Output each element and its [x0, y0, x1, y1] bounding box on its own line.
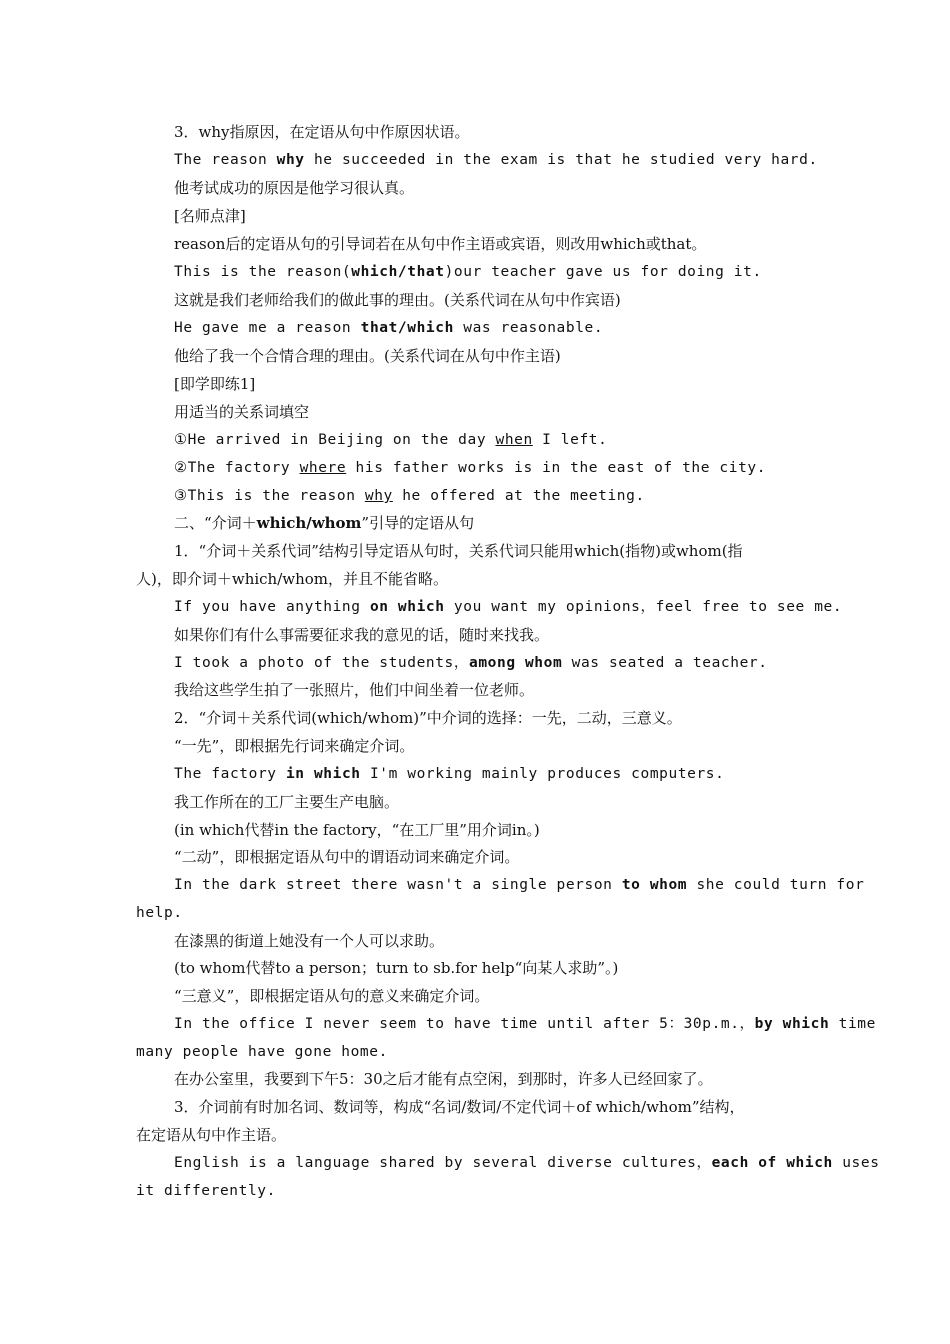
text: ①He arrived in Beijing on the day: [174, 432, 496, 448]
text: his father works is in the east of the city.: [346, 460, 767, 476]
point-2: 2．“介词＋关系代词(which/whom)”中介词的选择：一先，二动，三意义。: [174, 709, 682, 727]
text: English is a language shared by several diverse cultures，: [174, 1155, 712, 1171]
text: was seated a teacher.: [562, 655, 768, 671]
example-5-en-line-2: many people have gone home.: [136, 1044, 388, 1060]
example-5-zh: 在办公室里，我要到下午5：30之后才能有点空闲，到那时，许多人已经回家了。: [174, 1070, 713, 1088]
example-6-en-line-2: it differently.: [136, 1183, 276, 1199]
text: He gave me a reason: [174, 320, 361, 336]
bold-keyword: which/that: [351, 264, 445, 280]
rule-second: “二动”，即根据定语从句中的谓语动词来确定介词。: [174, 848, 520, 866]
point-3-why: 3．why指原因，在定语从句中作原因状语。: [174, 123, 470, 141]
point-3-line-2: 在定语从句中作主语。: [136, 1126, 287, 1144]
example-4-en: [174, 875, 865, 895]
text: was reasonable.: [453, 320, 604, 336]
practice-item: [174, 430, 854, 450]
example-4-zh: 在漆黑的街道上她没有一个人可以求助。: [174, 932, 445, 950]
text: ③This is the reason: [174, 488, 365, 504]
text: I'm working mainly produces computers.: [360, 766, 725, 782]
text: time: [829, 1016, 876, 1032]
bold-keyword: to whom: [621, 877, 688, 893]
tip-example-2-en: [174, 318, 854, 338]
bold-keyword: that/which: [360, 320, 454, 336]
tip-example-1-zh: 这就是我们老师给我们的做此事的理由。(关系代词在从句中作宾语): [174, 291, 621, 309]
blank-answer: why: [364, 488, 393, 504]
example-2-en: [174, 653, 854, 673]
blank-answer: where: [299, 460, 347, 476]
text: I left.: [532, 432, 608, 448]
text: If you have anything: [174, 599, 370, 615]
text: ”引导的定语从句: [361, 514, 475, 532]
text: 二、“介词＋: [174, 514, 257, 532]
text: ②The factory: [174, 460, 300, 476]
text: The reason: [174, 152, 277, 168]
example-why-en: [174, 150, 854, 170]
text: This is the reason(: [174, 264, 352, 280]
tip-text: reason后的定语从句的引导词若在从句中作主语或宾语，则改用which或that。: [174, 235, 707, 253]
tip-heading: [名师点津]: [174, 207, 246, 225]
example-why-zh: 他考试成功的原因是他学习很认真。: [174, 179, 415, 197]
text: )our teacher gave us for doing it.: [444, 264, 762, 280]
text: you want my opinions，feel free to see me.: [444, 599, 843, 615]
text: he succeeded in the exam is that he studied very hard.: [304, 152, 818, 168]
example-3-en: [174, 764, 854, 784]
practice-instruction: 用适当的关系词填空: [174, 403, 310, 421]
example-3-zh: 我工作所在的工厂主要生产电脑。: [174, 793, 400, 811]
example-1-en: [174, 597, 854, 617]
practice-heading: [即学即练1]: [174, 375, 256, 393]
example-3-note: (in which代替in the factory，“在工厂里”用介词in。): [174, 821, 540, 839]
bold-keyword: on which: [369, 599, 445, 615]
rule-third: “三意义”，即根据定语从句的意义来确定介词。: [174, 987, 490, 1005]
bold-keyword: each of which: [711, 1155, 833, 1171]
text: The factory: [174, 766, 286, 782]
text: In the office I never seem to have time until after 5：30p.m.，: [174, 1016, 755, 1032]
bold-keyword: which/whom: [256, 514, 362, 532]
section-2-heading: [174, 513, 854, 533]
example-4-note: (to whom代替to a person；turn to sb.for help“向某人求助”。): [174, 959, 619, 977]
practice-item: [174, 486, 854, 506]
practice-item: [174, 458, 854, 478]
bold-keyword: why: [276, 152, 305, 168]
rule-first: “一先”，即根据先行词来确定介词。: [174, 737, 415, 755]
bold-keyword: in which: [285, 766, 361, 782]
text: In the dark street there wasn't a single person: [174, 877, 622, 893]
example-2-zh: 我给这些学生拍了一张照片，他们中间坐着一位老师。: [174, 681, 535, 699]
text: he offered at the meeting.: [392, 488, 645, 504]
example-1-zh: 如果你们有什么事需要征求我的意见的话，随时来找我。: [174, 626, 550, 644]
bold-keyword: by which: [754, 1016, 830, 1032]
example-6-en: [174, 1153, 880, 1173]
tip-example-1-en: [174, 262, 854, 282]
example-4-en-line-2: help.: [136, 905, 183, 921]
example-5-en: [174, 1014, 876, 1034]
point-3-line-1: 3．介词前有时加名词、数词等，构成“名词/数词/不定代词＋of which/whom”结构，: [174, 1098, 745, 1116]
tip-example-2-zh: 他给了我一个合情合理的理由。(关系代词在从句中作主语): [174, 347, 561, 365]
point-1-line-1: 1．“介词＋关系代词”结构引导定语从句时，关系代词只能用which(指物)或whom(指: [174, 542, 743, 560]
text: uses: [832, 1155, 880, 1171]
text: she could turn for: [687, 877, 865, 893]
bold-keyword: among whom: [469, 655, 563, 671]
text: I took a photo of the students，: [174, 655, 469, 671]
point-1-line-2: 人)，即介词＋which/whom，并且不能省略。: [136, 570, 449, 588]
blank-answer: when: [495, 432, 533, 448]
